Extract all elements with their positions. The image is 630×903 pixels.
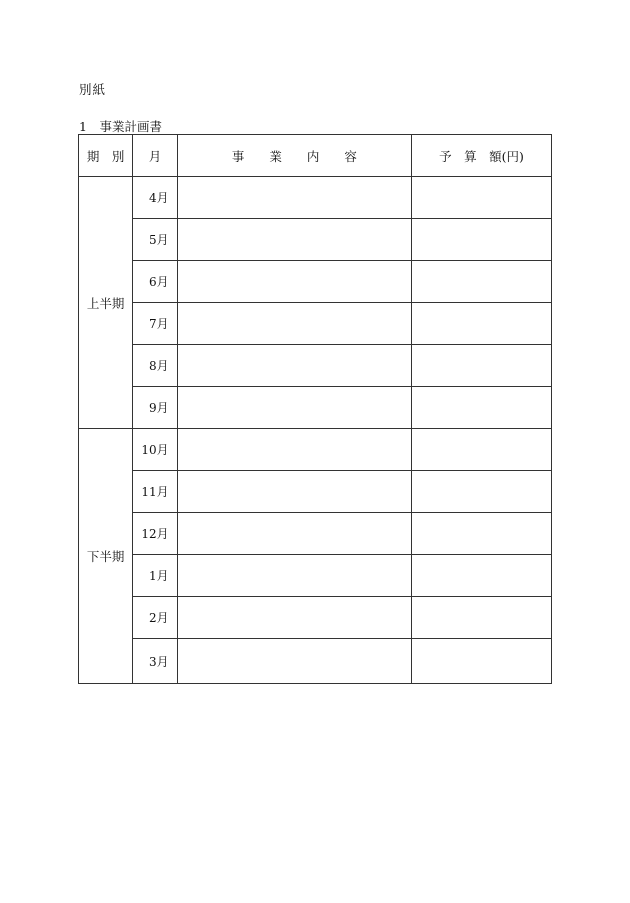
month-cell: 6月 <box>133 261 177 303</box>
table-row <box>79 177 552 219</box>
budget-cell[interactable] <box>412 345 552 387</box>
month-cell: 3月 <box>133 639 177 684</box>
table-row <box>79 387 552 429</box>
budget-cell[interactable] <box>412 555 552 597</box>
month-cell: 1月 <box>133 555 177 597</box>
content-cell[interactable] <box>177 387 411 429</box>
month-cell: 12月 <box>133 513 177 555</box>
month-cell: 5月 <box>133 219 177 261</box>
content-cell[interactable] <box>177 471 411 513</box>
budget-cell[interactable] <box>412 429 552 471</box>
month-cell: 9月 <box>133 387 177 429</box>
header-period: 期 別 <box>79 135 133 177</box>
content-cell[interactable] <box>177 555 411 597</box>
header-month: 月 <box>133 135 177 177</box>
budget-cell[interactable] <box>412 471 552 513</box>
content-cell[interactable] <box>177 261 411 303</box>
table-row <box>79 513 552 555</box>
table-row <box>79 345 552 387</box>
content-cell[interactable] <box>177 597 411 639</box>
table-row <box>79 639 552 684</box>
table-row <box>79 429 552 471</box>
header-row <box>79 135 552 177</box>
month-cell: 2月 <box>133 597 177 639</box>
section-title: 1 事業計画書 <box>79 119 162 134</box>
content-cell[interactable] <box>177 219 411 261</box>
table-row <box>79 303 552 345</box>
content-cell[interactable] <box>177 345 411 387</box>
budget-cell[interactable] <box>412 639 552 684</box>
header-content: 事 業 内 容 <box>177 135 411 177</box>
table-row <box>79 597 552 639</box>
header-budget: 予 算 額(円) <box>412 135 552 177</box>
business-plan-table <box>78 134 552 684</box>
content-cell[interactable] <box>177 177 411 219</box>
table-row <box>79 555 552 597</box>
content-cell[interactable] <box>177 513 411 555</box>
budget-cell[interactable] <box>412 303 552 345</box>
period-second-half: 下半期 <box>79 429 133 684</box>
month-cell: 7月 <box>133 303 177 345</box>
month-cell: 8月 <box>133 345 177 387</box>
budget-cell[interactable] <box>412 261 552 303</box>
budget-cell[interactable] <box>412 219 552 261</box>
table-row <box>79 219 552 261</box>
content-cell[interactable] <box>177 303 411 345</box>
attachment-label: 別紙 <box>79 82 107 97</box>
content-cell[interactable] <box>177 639 411 684</box>
table-row <box>79 471 552 513</box>
period-first-half: 上半期 <box>79 177 133 429</box>
month-cell: 11月 <box>133 471 177 513</box>
month-cell: 10月 <box>133 429 177 471</box>
budget-cell[interactable] <box>412 387 552 429</box>
month-cell: 4月 <box>133 177 177 219</box>
budget-cell[interactable] <box>412 597 552 639</box>
budget-cell[interactable] <box>412 177 552 219</box>
table-row <box>79 261 552 303</box>
content-cell[interactable] <box>177 429 411 471</box>
budget-cell[interactable] <box>412 513 552 555</box>
